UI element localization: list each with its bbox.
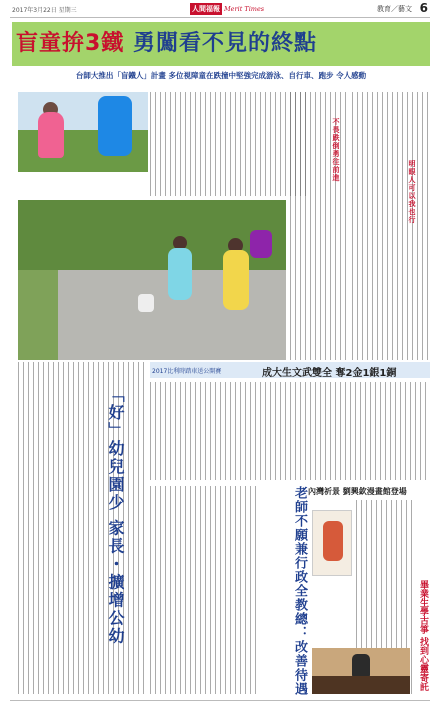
photo-bag (138, 294, 154, 312)
photo-scooter-rider (250, 230, 272, 258)
page-number: 6 (419, 1, 428, 15)
photo-runner (223, 250, 249, 310)
photo-child (38, 112, 64, 158)
side-label: 明眼人可以 我也行 (408, 160, 416, 224)
lead-headline (16, 26, 317, 57)
lead-headline-band (12, 22, 430, 66)
lead-subhead: 台師大推出「盲鐵人」計畫 多位視障童在跌撞中堅強完成游泳、自行車、跑步 令人感動 (75, 71, 367, 80)
photo-comic-art (312, 510, 352, 576)
article-text-block (150, 92, 310, 196)
side-story-headline: 畢業生學古箏 找到心靈寄託 (418, 580, 428, 692)
photo-instrument (312, 676, 410, 694)
photo-children-running (18, 200, 286, 360)
photo-guide (98, 96, 132, 156)
photo-guzheng-player (312, 648, 410, 694)
newspaper-brand: Merit Times (224, 5, 265, 13)
left-story-headline: 「好」幼兒園少 家長・擴增公幼 (106, 386, 125, 646)
photo-runner (168, 248, 192, 300)
side-label: 不畏跌倒 勇往前進 (332, 118, 340, 182)
middle-story-headline: 老師不願兼行政全教總：改善待遇 (292, 486, 307, 696)
lead-headline-blue: 勇闖看不見的終點 (132, 31, 317, 56)
article-text-block (150, 382, 430, 480)
masthead (10, 0, 430, 18)
second-story-kicker: 2017比利時踏車送公開賽 (152, 368, 222, 375)
footer-divider (10, 700, 430, 701)
second-story-title: 成大生文武雙全 奪2金1銀1銅 (262, 368, 397, 379)
lead-headline-red: 盲童拚3鐵 (16, 31, 125, 56)
photo-girl-running (18, 92, 148, 172)
section-label: 教育／藝文 (377, 5, 412, 13)
issue-date: 2017年3月22日 星期三 (12, 7, 77, 14)
art-story-title: 內灣祈景 劉興欽漫畫館登場 (308, 487, 407, 496)
article-text-block (150, 486, 258, 694)
photo-comic-figure (323, 521, 343, 561)
article-text-block (352, 92, 430, 360)
newspaper-logo: 人間福報 (192, 5, 220, 13)
